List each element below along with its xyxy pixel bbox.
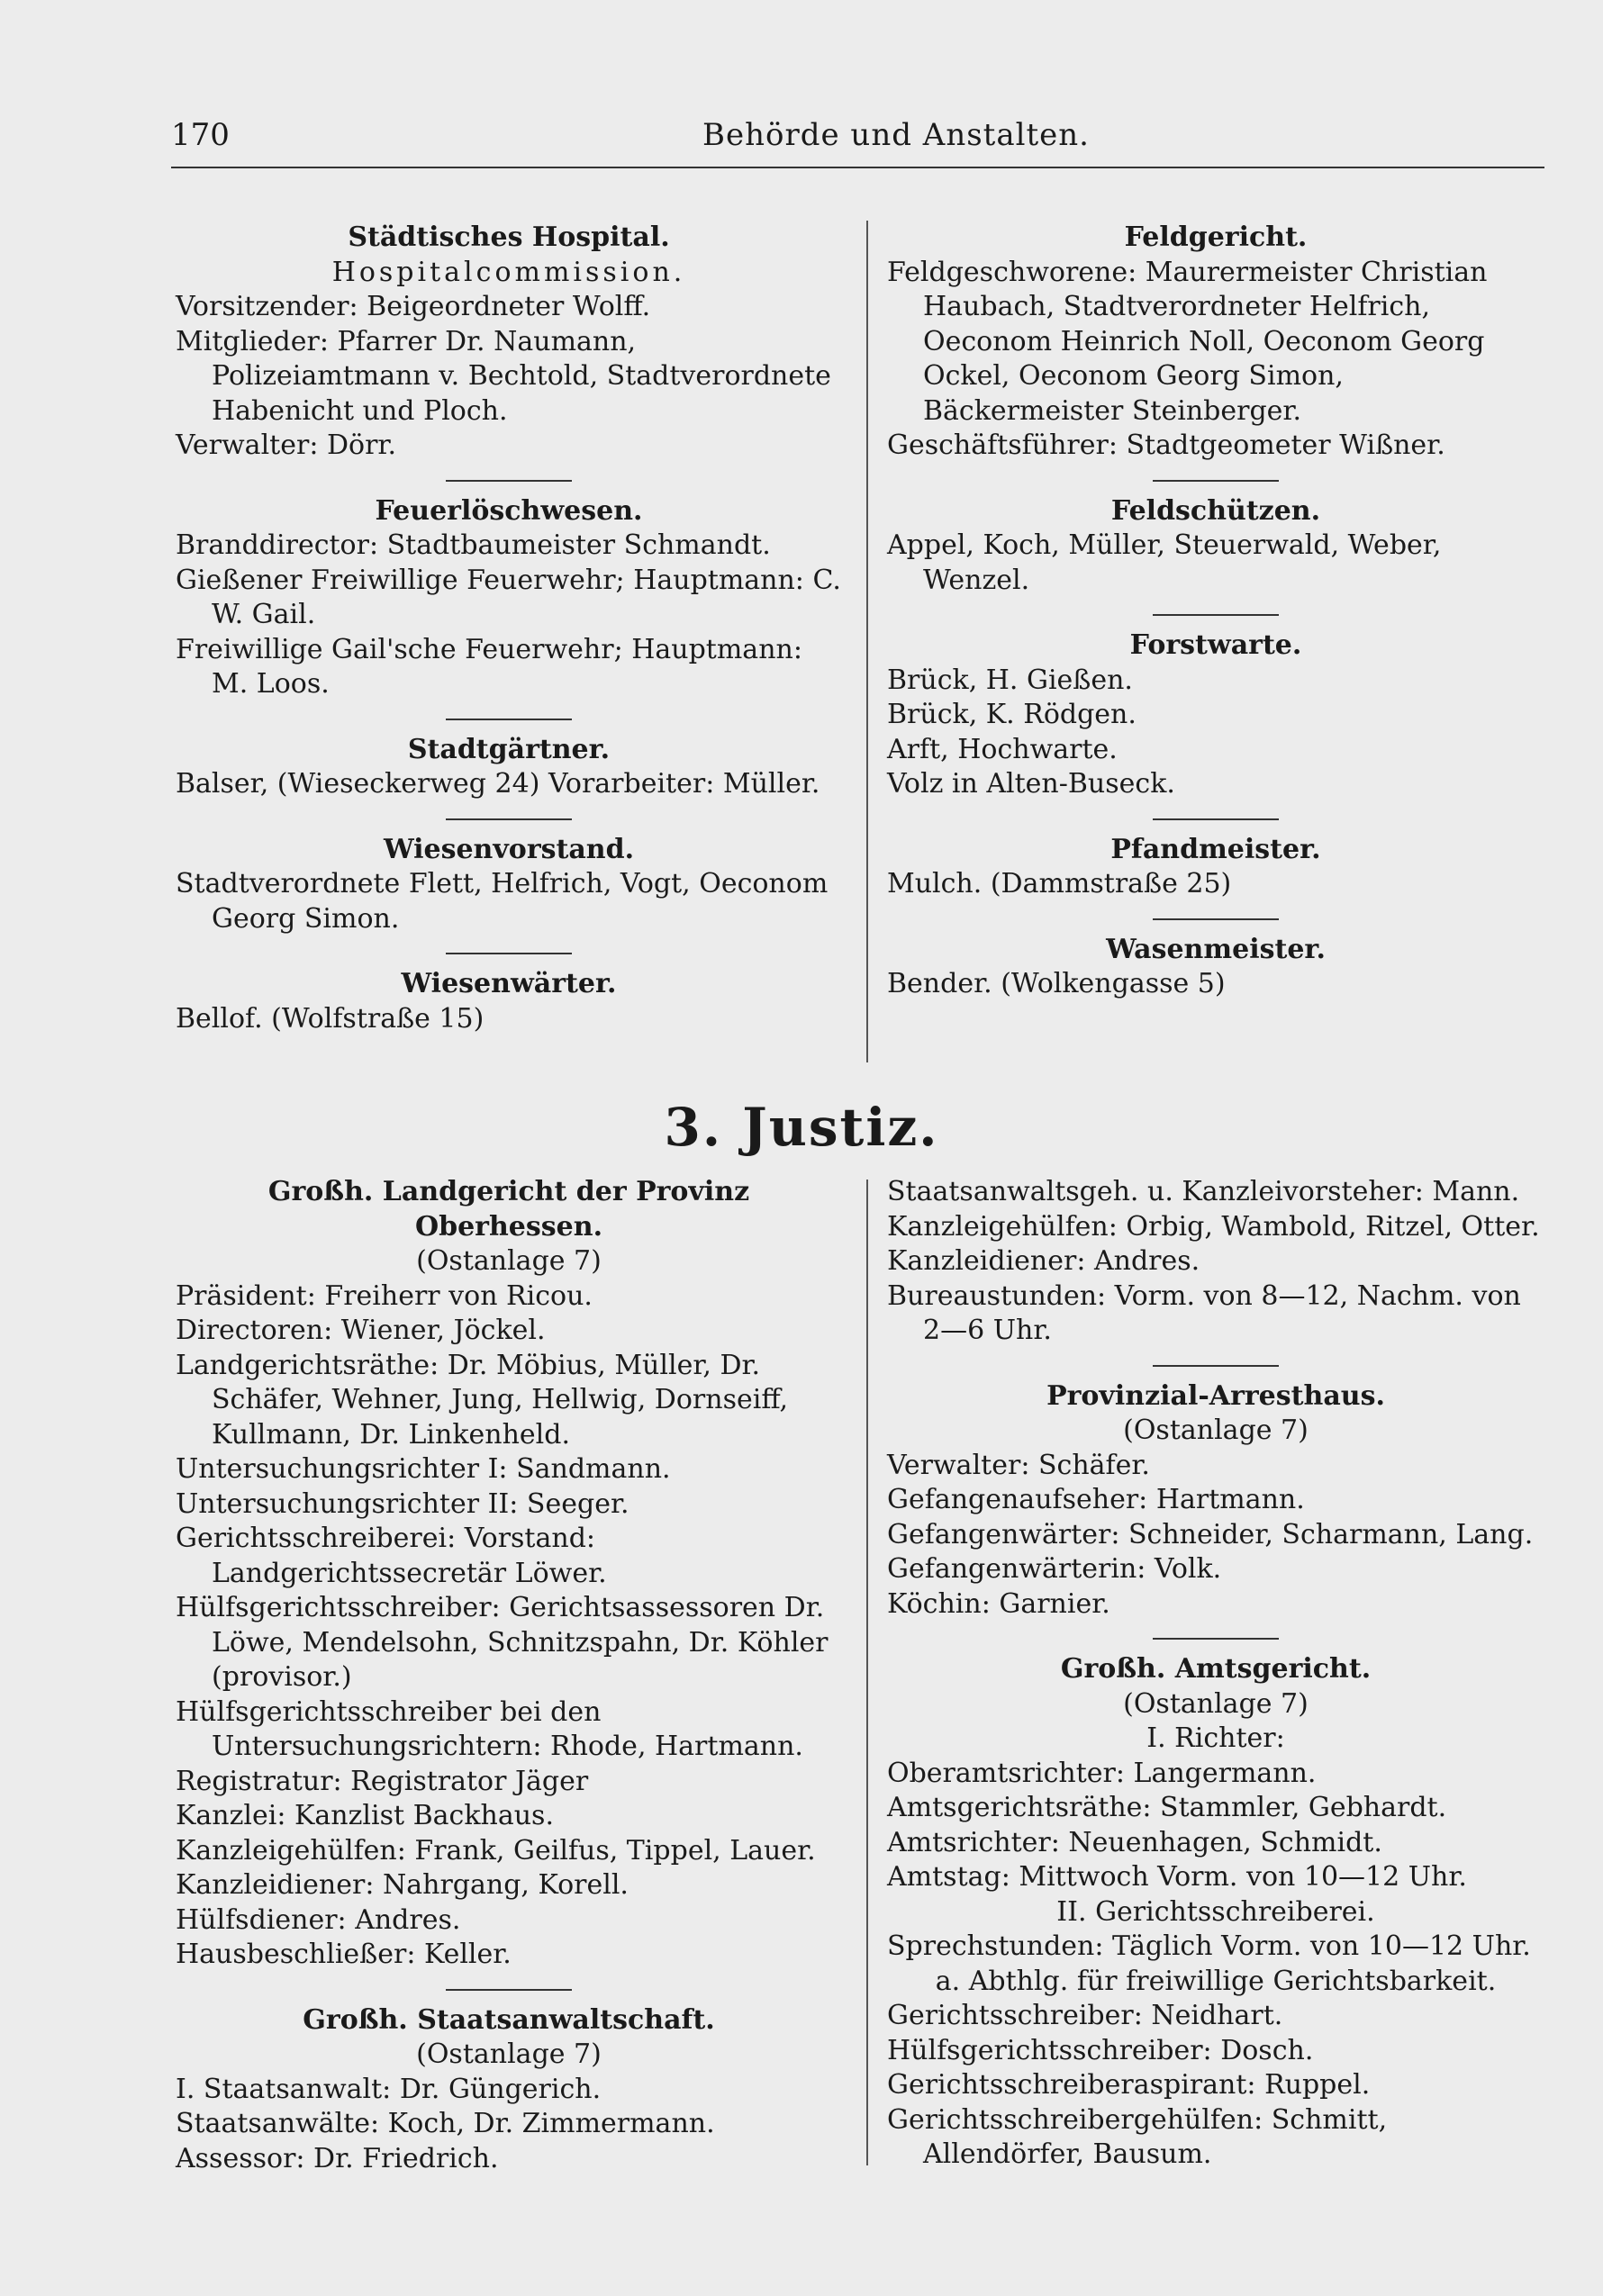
entry-line: Köchin: Garnier. — [887, 1587, 1110, 1620]
entry-line: Branddirector: Stadtbaumeister Schmandt. — [176, 529, 771, 561]
section-separator — [1153, 918, 1279, 920]
section-title: Forstwarte. — [1129, 629, 1302, 661]
entry-line: Kanzleidiener: Nahrgang, Korell. — [176, 1869, 629, 1901]
entry-line: Feldgeschworene: Maurermeister Christian Haubach, Stadtverordneter Helfrich, Oeconom Heinrich Noll, Oeconom Georg Ockel, Oeconom Georg Simon, Bäckermeister Steinberger. — [887, 256, 1488, 427]
section-separator — [1153, 1365, 1279, 1367]
entry-line: Bellof. (Wolfstraße 15) — [176, 1002, 485, 1035]
entry-line: I. Staatsanwalt: Dr. Güngerich. — [176, 2073, 602, 2105]
entry-line: Staatsanwälte: Koch, Dr. Zimmermann. — [176, 2108, 715, 2139]
entry-line: Hülfsgerichtsschreiber: Gerichtsassessoren Dr. Löwe, Mendelsohn, Schnitzspahn, Dr. Köhler (provisor.) — [176, 1592, 829, 1693]
entry-line: Kanzleigehülfen: Frank, Geilfus, Tippel, Lauer. — [176, 1834, 816, 1867]
section-title: Wiesenwärter. — [401, 968, 617, 999]
section-title: Pfandmeister. — [1110, 833, 1321, 865]
entry-line: Sprechstunden: Täglich Vorm. von 10—12 Uhr. — [887, 1930, 1531, 1962]
column-top-right — [887, 221, 1544, 1002]
entry-line: Bureaustunden: Vorm. von 8—12, Nachm. von 2—6 Uhr. — [887, 1279, 1521, 1346]
entry-line: Verwalter: Schäfer. — [887, 1449, 1150, 1481]
entry-line: Gerichtsschreiberaspirant: Ruppel. — [887, 2069, 1371, 2101]
section-separator — [446, 719, 572, 720]
entry-line: Stadtverordnete Flett, Helfrich, Vogt, Oeconom Georg Simon. — [176, 868, 829, 935]
entry-line: Amtstag: Mittwoch Vorm. von 10—12 Uhr. — [887, 1861, 1467, 1893]
entry-line: Assessor: Dr. Friedrich. — [176, 2142, 499, 2174]
column-top-left — [176, 221, 842, 1036]
entry-line: Brück, H. Gießen. — [887, 664, 1133, 696]
entry-line: a. Abthlg. für freiwillige Gerichtsbarkeit. — [935, 1965, 1497, 1997]
entry-line: Hülfsgerichtsschreiber bei den Untersuchungsrichtern: Rhode, Hartmann. — [176, 1695, 803, 1762]
entry-line: Gefangenwärter: Schneider, Scharmann, Lang. — [887, 1518, 1534, 1550]
entry-line: Verwalter: Dörr. — [176, 429, 396, 461]
section-separator — [1153, 480, 1279, 482]
column-divider-bottom — [866, 1180, 868, 2165]
entry-line: Brück, K. Rödgen. — [887, 699, 1137, 730]
section-subtitle: Hospitalcommission. — [331, 256, 686, 288]
entry-line: Mitglieder: Pfarrer Dr. Naumann, Polizeiamtmann v. Bechtold, Stadtverordnete Habenicht und Ploch. — [176, 325, 831, 427]
section-separator — [1153, 614, 1279, 616]
section-separator — [1153, 1638, 1279, 1640]
entry-line: Appel, Koch, Müller, Steuerwald, Weber, Wenzel. — [887, 529, 1442, 596]
column-bottom-right — [887, 1175, 1544, 2173]
entry-line: Staatsanwaltsgeh. u. Kanzleivorsteher: Mann. — [887, 1176, 1520, 1207]
entry-line: Balser, (Wieseckerweg 24) Vorarbeiter: Müller. — [176, 768, 820, 800]
section-subtitle: (Ostanlage 7) — [416, 1245, 602, 1277]
section-title: Großh. Staatsanwaltschaft. — [303, 2003, 715, 2036]
entry-line: Hülfsgerichtsschreiber: Dosch. — [887, 2034, 1314, 2066]
section-title: Feldgericht. — [1124, 221, 1308, 253]
entry-line: Landgerichtsräthe: Dr. Möbius, Müller, Dr. Schäfer, Wehner, Jung, Hellwig, Dornseiff, Kullmann, Dr. Linkenheld. — [176, 1349, 789, 1451]
section-title: Großh. Landgericht der Provinz Oberhessen. — [267, 1176, 750, 1243]
section-separator — [1153, 818, 1279, 820]
column-divider-top — [866, 221, 868, 1062]
section-title: Stadtgärtner. — [407, 733, 611, 765]
entry-line: Oberamtsrichter: Langermann. — [887, 1757, 1317, 1789]
section-separator — [446, 1989, 572, 1991]
section-subtitle: (Ostanlage 7) — [1123, 1415, 1309, 1446]
entry-line: Gerichtsschreiberei: Vorstand: Landgerichtssecretär Löwer. — [176, 1523, 607, 1589]
section-subtitle: (Ostanlage 7) — [416, 2038, 602, 2070]
section-title: Großh. Amtsgericht. — [1060, 1653, 1372, 1685]
entry-line: Untersuchungsrichter I: Sandmann. — [176, 1453, 671, 1485]
entry-line: Kanzleigehülfen: Orbig, Wambold, Ritzel, Otter. — [887, 1210, 1540, 1243]
entry-line: Vorsitzender: Beigeordneter Wolff. — [176, 291, 651, 322]
entry-line: Hausbeschließer: Keller. — [176, 1939, 512, 1970]
entry-line: Volz in Alten-Buseck. — [887, 768, 1175, 800]
column-bottom-left — [176, 1175, 842, 2176]
entry-line: Directoren: Wiener, Jöckel. — [176, 1315, 546, 1346]
entry-line: Amtsgerichtsräthe: Stammler, Gebhardt. — [887, 1792, 1447, 1823]
section-title: Wiesenvorstand. — [383, 833, 635, 865]
section-title: Feldschützen. — [1110, 494, 1321, 527]
section-title: Feuerlöschwesen. — [375, 494, 643, 527]
entry-line: Gefangenwärterin: Volk. — [887, 1553, 1222, 1585]
entry-line: Geschäftsführer: Stadtgeometer Wißner. — [887, 429, 1445, 461]
entry-line: Gerichtsschreiber: Neidhart. — [887, 2000, 1283, 2031]
section-subtitle: (Ostanlage 7) — [1123, 1687, 1309, 1720]
entry-line: I. Richter: — [1146, 1722, 1285, 1754]
entry-line: Gießener Freiwillige Feuerwehr; Hauptmann: C. W. Gail. — [176, 564, 841, 630]
entry-line: Freiwillige Gail'sche Feuerwehr; Hauptmann: M. Loos. — [176, 633, 802, 700]
entry-line: Gefangenaufseher: Hartmann. — [887, 1484, 1305, 1515]
section-title: Provinzial-Arresthaus. — [1046, 1379, 1385, 1412]
header-rule — [171, 167, 1544, 168]
entry-line: Kanzlei: Kanzlist Backhaus. — [176, 1800, 554, 1831]
entry-line: Untersuchungsrichter II: Seeger. — [176, 1487, 629, 1520]
section-title: Wasenmeister. — [1106, 933, 1326, 965]
entry-line: Amtsrichter: Neuenhagen, Schmidt. — [887, 1826, 1382, 1858]
entry-line: Arft, Hochwarte. — [887, 733, 1118, 765]
entry-line: Kanzleidiener: Andres. — [887, 1245, 1200, 1277]
chapter-title: 3. Justiz. — [664, 1097, 939, 1158]
section-separator — [446, 953, 572, 954]
section-separator — [446, 818, 572, 820]
entry-line: II. Gerichtsschreiberei. — [1056, 1895, 1375, 1928]
section-separator — [446, 480, 572, 482]
entry-line: Präsident: Freiherr von Ricou. — [176, 1279, 593, 1312]
entry-line: Registratur: Registrator Jäger — [176, 1765, 589, 1797]
section-title: Städtisches Hospital. — [348, 221, 670, 253]
entry-line: Mulch. (Dammstraße 25) — [887, 868, 1232, 899]
running-header: Behörde und Anstalten. — [702, 117, 1090, 153]
entry-line: Hülfsdiener: Andres. — [176, 1903, 461, 1936]
page-number: 170 — [171, 117, 230, 153]
entry-line: Bender. (Wolkengasse 5) — [887, 968, 1226, 999]
entry-line: Gerichtsschreibergehülfen: Schmitt, Allendörfer, Bausum. — [887, 2103, 1388, 2170]
